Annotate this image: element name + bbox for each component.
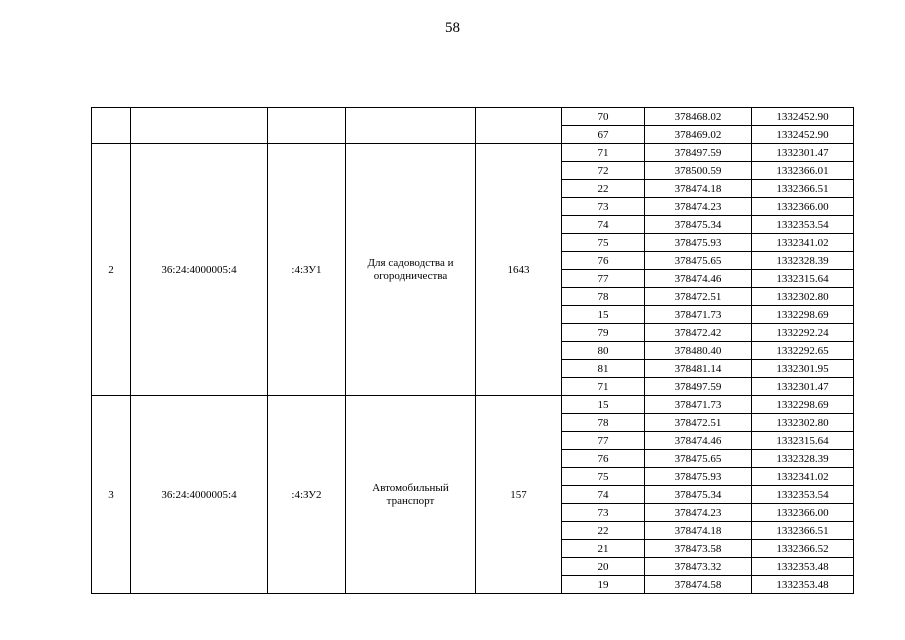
point-number-cell: 22 [562, 180, 645, 198]
point-number-cell: 79 [562, 324, 645, 342]
cadastral-number-cell: 36:24:4000005:4 [131, 144, 268, 396]
coord-x-cell: 378475.93 [645, 468, 752, 486]
coord-x-cell: 378472.51 [645, 414, 752, 432]
designation-cell: :4:ЗУ2 [268, 396, 346, 594]
coord-x-cell: 378475.34 [645, 486, 752, 504]
coord-y-cell: 1332366.00 [752, 504, 854, 522]
page-number: 58 [445, 20, 460, 36]
point-number-cell: 75 [562, 468, 645, 486]
coord-y-cell: 1332366.52 [752, 540, 854, 558]
point-number-cell: 76 [562, 252, 645, 270]
coord-y-cell: 1332301.47 [752, 378, 854, 396]
coord-x-cell: 378473.58 [645, 540, 752, 558]
point-number-cell: 74 [562, 216, 645, 234]
parcel-number-cell: 3 [92, 396, 131, 594]
empty-num-cell [92, 108, 131, 144]
area-cell: 157 [476, 396, 562, 594]
coord-y-cell: 1332452.90 [752, 126, 854, 144]
coord-x-cell: 378473.32 [645, 558, 752, 576]
table-row [92, 108, 854, 126]
coord-y-cell: 1332315.64 [752, 270, 854, 288]
coord-x-cell: 378471.73 [645, 306, 752, 324]
coord-y-cell: 1332301.47 [752, 144, 854, 162]
coord-x-cell: 378474.23 [645, 198, 752, 216]
point-number-cell: 15 [562, 306, 645, 324]
point-number-cell: 74 [562, 486, 645, 504]
coord-y-cell: 1332328.39 [752, 252, 854, 270]
point-number-cell: 75 [562, 234, 645, 252]
parcel-number-cell: 2 [92, 144, 131, 396]
parcel-coordinates-table [91, 107, 854, 594]
coord-y-cell: 1332366.51 [752, 522, 854, 540]
point-number-cell: 72 [562, 162, 645, 180]
coord-y-cell: 1332353.54 [752, 216, 854, 234]
point-number-cell: 80 [562, 342, 645, 360]
point-number-cell: 76 [562, 450, 645, 468]
coord-y-cell: 1332353.54 [752, 486, 854, 504]
point-number-cell: 71 [562, 144, 645, 162]
coord-y-cell: 1332366.01 [752, 162, 854, 180]
coord-x-cell: 378475.65 [645, 252, 752, 270]
coord-x-cell: 378497.59 [645, 144, 752, 162]
coord-x-cell: 378500.59 [645, 162, 752, 180]
point-number-cell: 73 [562, 198, 645, 216]
coord-x-cell: 378475.65 [645, 450, 752, 468]
coord-y-cell: 1332366.00 [752, 198, 854, 216]
coord-y-cell: 1332302.80 [752, 288, 854, 306]
coord-x-cell: 378475.34 [645, 216, 752, 234]
point-number-cell: 77 [562, 432, 645, 450]
coord-x-cell: 378474.23 [645, 504, 752, 522]
coord-x-cell: 378474.18 [645, 522, 752, 540]
point-number-cell: 15 [562, 396, 645, 414]
coord-x-cell: 378471.73 [645, 396, 752, 414]
area-cell: 1643 [476, 144, 562, 396]
point-number-cell: 73 [562, 504, 645, 522]
coord-y-cell: 1332353.48 [752, 558, 854, 576]
cadastral-number-cell: 36:24:4000005:4 [131, 396, 268, 594]
coord-x-cell: 378474.18 [645, 180, 752, 198]
point-number-cell: 22 [562, 522, 645, 540]
coord-x-cell: 378481.14 [645, 360, 752, 378]
empty-cadastral-cell [131, 108, 268, 144]
designation-cell: :4:ЗУ1 [268, 144, 346, 396]
coord-y-cell: 1332328.39 [752, 450, 854, 468]
coord-y-cell: 1332452.90 [752, 108, 854, 126]
coord-x-cell: 378474.46 [645, 432, 752, 450]
coord-x-cell: 378472.42 [645, 324, 752, 342]
coord-y-cell: 1332292.24 [752, 324, 854, 342]
coord-y-cell: 1332353.48 [752, 576, 854, 594]
empty-area-cell [476, 108, 562, 144]
point-number-cell: 70 [562, 108, 645, 126]
coord-y-cell: 1332292.65 [752, 342, 854, 360]
empty-purpose-cell [346, 108, 476, 144]
point-number-cell: 77 [562, 270, 645, 288]
coord-y-cell: 1332298.69 [752, 396, 854, 414]
table-body [92, 108, 854, 594]
coord-y-cell: 1332341.02 [752, 234, 854, 252]
coord-x-cell: 378472.51 [645, 288, 752, 306]
coord-y-cell: 1332341.02 [752, 468, 854, 486]
point-number-cell: 67 [562, 126, 645, 144]
coord-y-cell: 1332298.69 [752, 306, 854, 324]
coord-x-cell: 378474.58 [645, 576, 752, 594]
coord-x-cell: 378469.02 [645, 126, 752, 144]
point-number-cell: 20 [562, 558, 645, 576]
point-number-cell: 21 [562, 540, 645, 558]
point-number-cell: 78 [562, 288, 645, 306]
table-row [92, 144, 854, 162]
coord-y-cell: 1332366.51 [752, 180, 854, 198]
coord-x-cell: 378497.59 [645, 378, 752, 396]
point-number-cell: 81 [562, 360, 645, 378]
coord-y-cell: 1332302.80 [752, 414, 854, 432]
purpose-cell: Автомобильный транспорт [346, 396, 476, 594]
coord-x-cell: 378468.02 [645, 108, 752, 126]
coord-x-cell: 378480.40 [645, 342, 752, 360]
coord-x-cell: 378475.93 [645, 234, 752, 252]
purpose-cell: Для садоводства и огородничества [346, 144, 476, 396]
coord-y-cell: 1332315.64 [752, 432, 854, 450]
table-row [92, 396, 854, 414]
point-number-cell: 19 [562, 576, 645, 594]
point-number-cell: 78 [562, 414, 645, 432]
empty-designation-cell [268, 108, 346, 144]
point-number-cell: 71 [562, 378, 645, 396]
coord-x-cell: 378474.46 [645, 270, 752, 288]
coord-y-cell: 1332301.95 [752, 360, 854, 378]
